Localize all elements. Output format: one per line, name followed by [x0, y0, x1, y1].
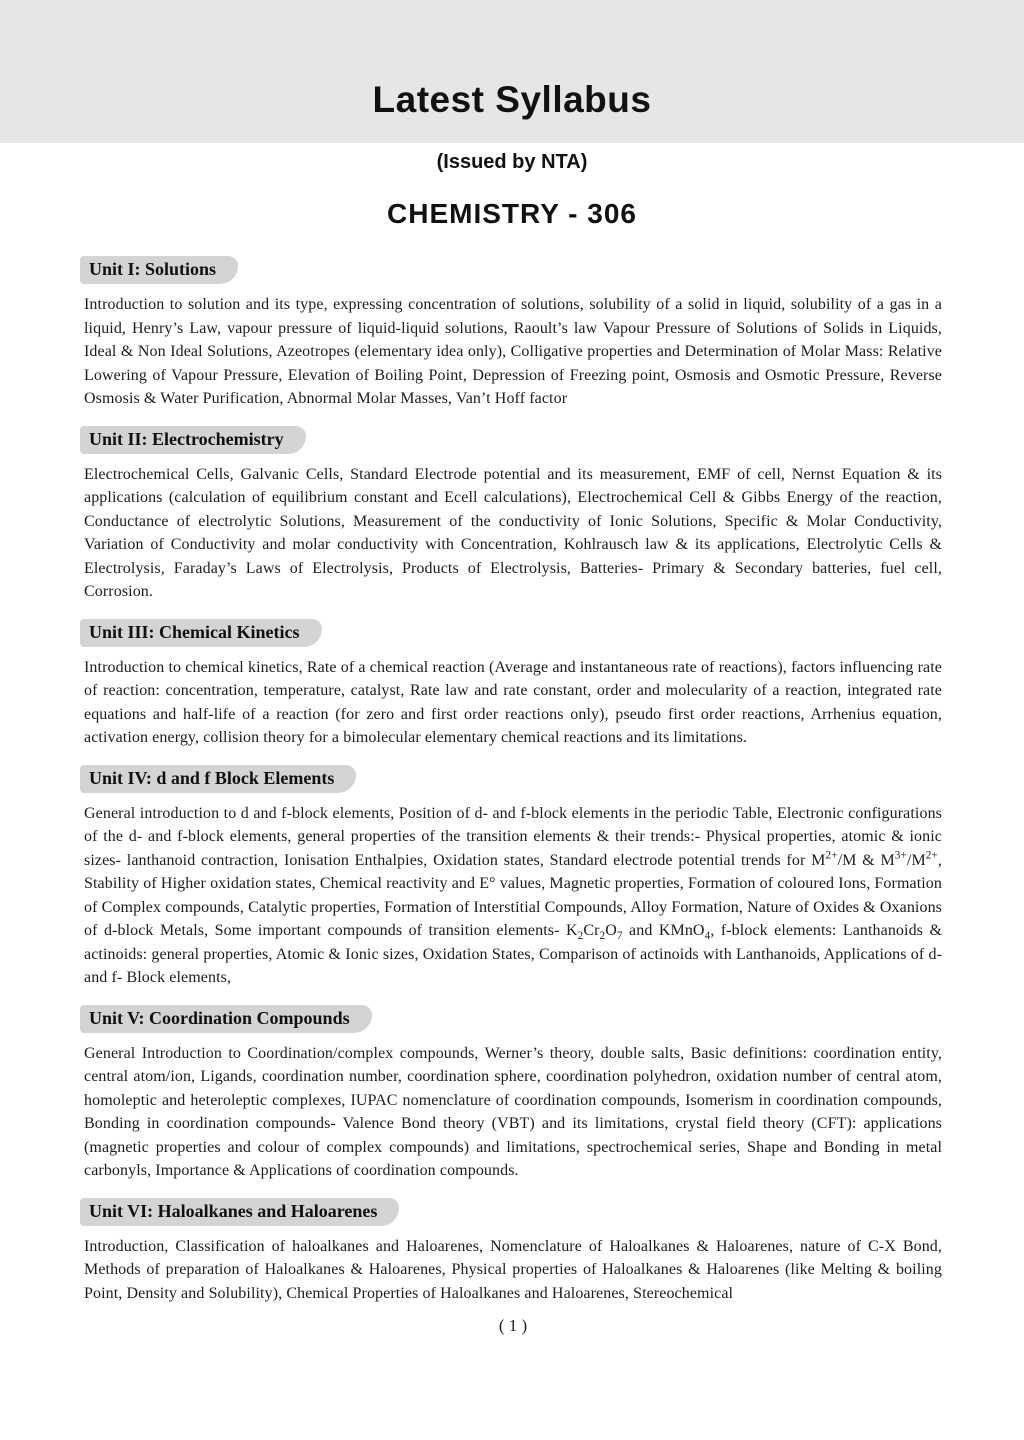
unit-heading: Unit II: Electrochemistry [80, 426, 306, 454]
unit-description: Electrochemical Cells, Galvanic Cells, Standard Electrode potential and its measurement, EMF of cell, Nernst Equation & its applications (calculation of equilibrium constant and Ecell calculations), Electrochemical Cell & Gibbs Energy of the reaction, Conductance of electrolytic Solutions, Measurement of the conductivity of Ionic Solutions, Specific & Molar Conductivity, Variation of Conductivity and molar conductivity with Concentration, Kohlrausch law & its applications, Electrolytic Cells & Electrolysis, Faraday’s Laws of Electrolysis, Products of Electrolysis, Batteries- Primary & Secondary batteries, fuel cell, Corrosion. [84, 465, 942, 600]
unit-section-1 [84, 256, 942, 411]
unit-section-2 [84, 426, 942, 604]
unit-section-3 [84, 619, 942, 750]
page-title: Latest Syllabus [372, 79, 652, 120]
unit-section-4 [84, 765, 942, 990]
header-band [0, 0, 1024, 143]
syllabus-content [0, 230, 1024, 1336]
unit-description: General Introduction to Coordination/complex compounds, Werner’s theory, double salts, Basic definitions: coordination entity, central atom/ion, Ligands, coordination number, coordination sphere, coordination polyhedron, oxidation number of central atom, homoleptic and heteroleptic complexes, IUPAC nomenclature of coordination compounds, Isomerism in coordination compounds, Bonding in coordination compounds- Valence Bond theory (VBT) and its limitations, crystal field theory (CFT): applications (magnetic properties and colour of complex compounds) and limitations, spectrochemical series, Shape and Bonding in metal carbonyls, Importance & Applications of coordination compounds. [84, 1044, 942, 1179]
unit-description: Introduction to chemical kinetics, Rate of a chemical reaction (Average and instantaneous rate of reactions), factors influencing rate of reaction: concentration, temperature, catalyst, Rate law and rate constant, order and molecularity of a reaction, integrated rate equations and half-life of a reaction (for zero and first order reactions only), pseudo first order reactions, Arrhenius equation, activation energy, collision theory for a bimolecular elementary chemical reactions and its limitations. [84, 658, 942, 746]
unit-description: General introduction to d and f-block elements, Position of d- and f-block elements in the periodic Table, Electronic configurations of the d- and f-block elements, general properties of the transition elements & their trends:- Physical properties, atomic & ionic sizes- lanthanoid contraction, Ionisation Enthalpies, Oxidation states, Standard electrode potential trends for $M^{2+}/M$ & $M^{3+}/M^{2+}$, Stability of Higher oxidation states, Chemical reactivity and E° values, Magnetic properties, Formation of coloured Ions, Formation of Complex compounds, Catalytic properties, Formation of Interstitial Compounds, Alloy Formation, Nature of Oxides & Oxanions of d-block Metals, Some important compounds of transition elements- $K_2Cr_2O_7$ and KMnO$_4$, f-block elements: Lanthanoids & actinoids: general properties, Atomic & Ionic sizes, Oxidation States, Comparison of actinoids with Lanthanoids, Applications of d-and f- Block elements, [84, 804, 942, 986]
unit-heading: Unit VI: Haloalkanes and Haloarenes [80, 1198, 399, 1226]
unit-description: Introduction, Classification of haloalkanes and Haloarenes, Nomenclature of Haloalkanes & Haloarenes, nature of C-X Bond, Methods of preparation of Haloalkanes & Haloarenes, Physical properties of Haloalkanes & Haloarenes (like Melting & boiling Point, Density and Solubility), Chemical Properties of Haloalkanes and Haloarenes, Stereochemical [84, 1237, 942, 1302]
unit-heading: Unit I: Solutions [80, 256, 238, 284]
unit-section-5 [84, 1005, 942, 1183]
unit-heading: Unit IV: d and f Block Elements [80, 765, 356, 793]
subject-title: CHEMISTRY - 306 [387, 198, 637, 229]
unit-heading: Unit V: Coordination Compounds [80, 1005, 372, 1033]
unit-section-6 [84, 1198, 942, 1306]
unit-description: Introduction to solution and its type, expressing concentration of solutions, solubility of a solid in liquid, solubility of a gas in a liquid, Henry’s Law, vapour pressure of liquid-liquid solutions, Raoult’s law Vapour Pressure of Solutions of Solids in Liquids, Ideal & Non Ideal Solutions, Azeotropes (elementary idea only), Colligative properties and Determination of Molar Mass: Relative Lowering of Vapour Pressure, Elevation of Boiling Point, Depression of Freezing point, Osmosis and Osmotic Pressure, Reverse Osmosis & Water Purification, Abnormal Molar Masses, Van’t Hoff factor [84, 296, 942, 407]
unit-heading: Unit III: Chemical Kinetics [80, 619, 322, 647]
issued-by-subtitle: (Issued by NTA) [436, 151, 588, 173]
page-number: ( 1 ) [498, 1316, 528, 1335]
